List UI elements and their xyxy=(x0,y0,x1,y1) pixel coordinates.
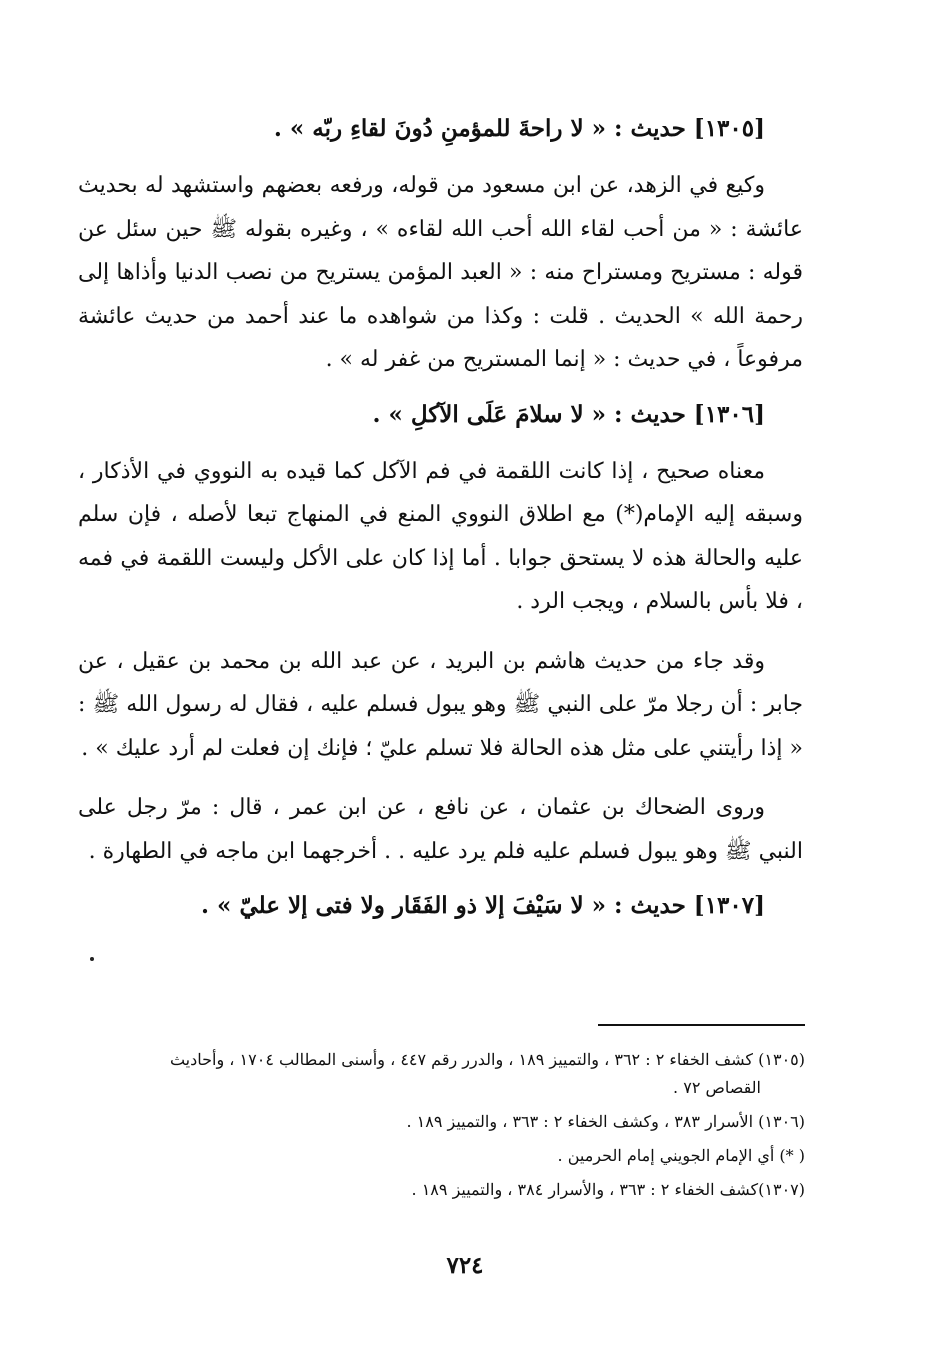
commentary-1306-p1: معناه صحيح ، إذا كانت اللقمة في فم الآكل كما قيده به النووي في الأذكار ، وسبقه إليه الإمام(*) مع اطلاق النووي المنع في المنهاج تبعا لأصله ، فإن سلم عليه والحالة هذه لا يستحق جوابا . أما إذا كان على الأكل وليست اللقمة في فمه ، فلا بأس بالسلام ، ويجب الرد . xyxy=(78,458,804,614)
main-text xyxy=(78,104,803,923)
print-speck xyxy=(90,957,94,961)
hadith-heading-1307: [١٣٠٧] حديث : « لا سَيْفَ إلا ذو الفَقَار ولا فتى إلا عليّ » . xyxy=(201,892,765,919)
footnote-1306 xyxy=(80,1108,805,1136)
footnote-1305-continuation: القصاص ٧٢ . xyxy=(673,1078,761,1097)
footnote-1305-text: (١٣٠٥) كشف الخفاء ٢ : ٣٦٢ ، والتمييز ١٨٩ ، والدرر رقم ٤٤٧ ، وأسنى المطالب ١٧٠٤ ، وأحاديث xyxy=(169,1050,805,1069)
commentary-1306-p2: وقد جاء من حديث هاشم بن البريد ، عن عبد الله بن محمد بن عقيل ، عن جابر : أن رجلا مرّ على النبي ﷺ وهو يبول فسلم عليه ، فقال له رسول الله ﷺ : « إذا رأيتني على مثل هذه الحالة فلا تسلم عليّ ؛ فإنك إن فعلت لم أرد عليك » . xyxy=(78,648,803,761)
commentary-1305: وكيع في الزهد، عن ابن مسعود من قوله، ورفعه بعضهم واستشهد له بحديث عائشة : « من أحب لقاء الله أحب الله لقاءه » ، وغيره بقوله ﷺ حين سئل عن قوله : مستريح ومستراح منه : « العبد المؤمن يستريح من نصب الدنيا وأذاها إلى رحمة الله » الحديث . قلت : وكذا من شواهده ما عند أحمد من حديث عائشة مرفوعاً ، في حديث : « إنما المستريح من غفر له » . xyxy=(78,173,803,372)
page-number: ٧٢٤ xyxy=(446,1252,484,1279)
footnote-separator xyxy=(598,1024,805,1026)
commentary-1306-p3: وروى الضحاك بن عثمان ، عن نافع ، عن ابن عمر ، قال : مرّ رجل على النبي ﷺ وهو يبول فسلم عليه فلم يرد عليه . . أخرجهما ابن ماجه في الطهارة . xyxy=(78,795,803,864)
hadith-heading-1306: [١٣٠٦] حديث : « لا سلامَ عَلَى الآكلِ » . xyxy=(372,400,765,428)
footnotes xyxy=(80,1046,805,1210)
footnote-1307-text: (١٣٠٧)كشف الخفاء ٢ : ٣٦٣ ، والأسرار ٣٨٤ ، والتمييز ١٨٩ . xyxy=(411,1180,805,1199)
footnote-1307 xyxy=(80,1176,805,1204)
footnote-asterisk xyxy=(80,1142,805,1170)
footnote-asterisk-text: ( *) أي الإمام الجويني إمام الحرمين . xyxy=(557,1146,805,1165)
hadith-heading-1305: [١٣٠٥] حديث : « لا راحةَ للمؤمنِ دُونَ لقاءِ ربّه » . xyxy=(273,115,765,142)
footnote-1306-text: (١٣٠٦) الأسرار ٣٨٣ ، وكشف الخفاء ٢ : ٣٦٣ ، والتمييز ١٨٩ . xyxy=(406,1112,805,1131)
footnote-1305 xyxy=(80,1046,805,1102)
